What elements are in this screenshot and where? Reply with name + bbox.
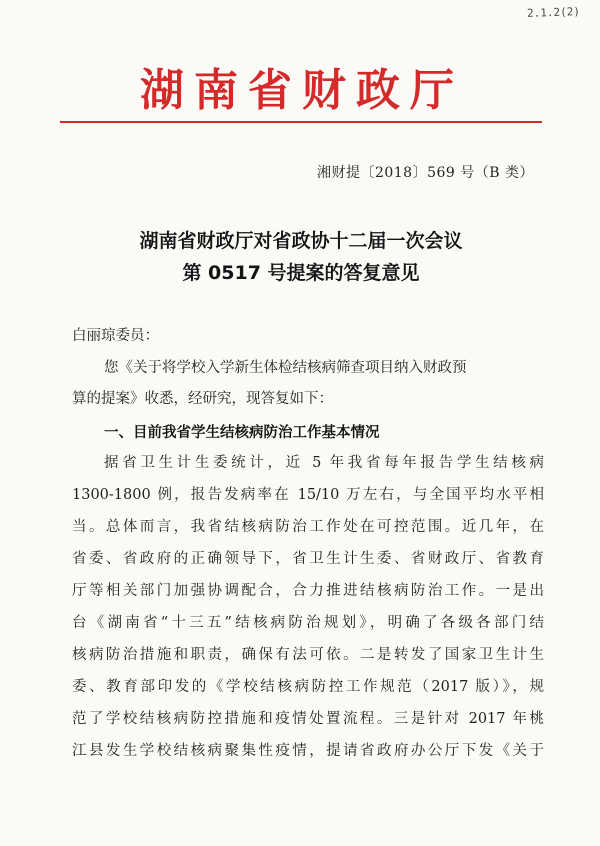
intro-line-2: 算的提案》收悉，经研究，现答复如下： [72, 391, 333, 407]
body-line: 台《湖南省“十三五”结核病防治规划》，明确了各级各部门结 [72, 615, 544, 631]
letterhead-title: 湖南省财政厅 [140, 65, 464, 116]
document-title-line-2: 第 0517 号提案的答复意见 [182, 262, 420, 284]
intro-line-1: 您《关于将学校入学新生体检结核病筛查项目纳入财政预 [104, 360, 467, 376]
red-divider-line [60, 121, 542, 123]
body-line: 1300-1800 例，报告发病率在 15/10 万左右，与全国平均水平相 [72, 487, 544, 503]
document-title-line-1: 湖南省财政厅对省政协十二届一次会议 [139, 230, 463, 252]
body-line: 厅等相关部门加强协调配合，合力推进结核病防治工作。一是出 [72, 583, 544, 599]
salutation: 白丽琼委员： [72, 328, 159, 344]
body-line: 当。总体而言，我省结核病防治工作处在可控范围。近几年，在 [72, 519, 544, 535]
section-heading: 一、目前我省学生结核病防治工作基本情况 [104, 425, 380, 441]
body-line: 据省卫生计生委统计，近 5 年我省每年报告学生结核病 [104, 455, 544, 471]
body-line: 江县发生学校结核病聚集性疫情，提请省政府办公厅下发《关于 [72, 743, 544, 759]
handwritten-note: 2.1.2(2) [526, 5, 581, 20]
body-line: 省委、省政府的正确领导下，省卫生计生委、省财政厅、省教育 [72, 551, 544, 567]
document-number: 湘财提〔2018〕569 号（B 类） [316, 165, 534, 181]
body-line: 范了学校结核病防控措施和疫情处置流程。三是针对 2017 年桃 [72, 711, 544, 727]
body-line: 核病防治措施和职责，确保有法可依。二是转发了国家卫生计生 [72, 647, 544, 663]
body-line: 委、教育部印发的《学校结核病防控工作规范（2017 版）》，规 [72, 679, 544, 695]
